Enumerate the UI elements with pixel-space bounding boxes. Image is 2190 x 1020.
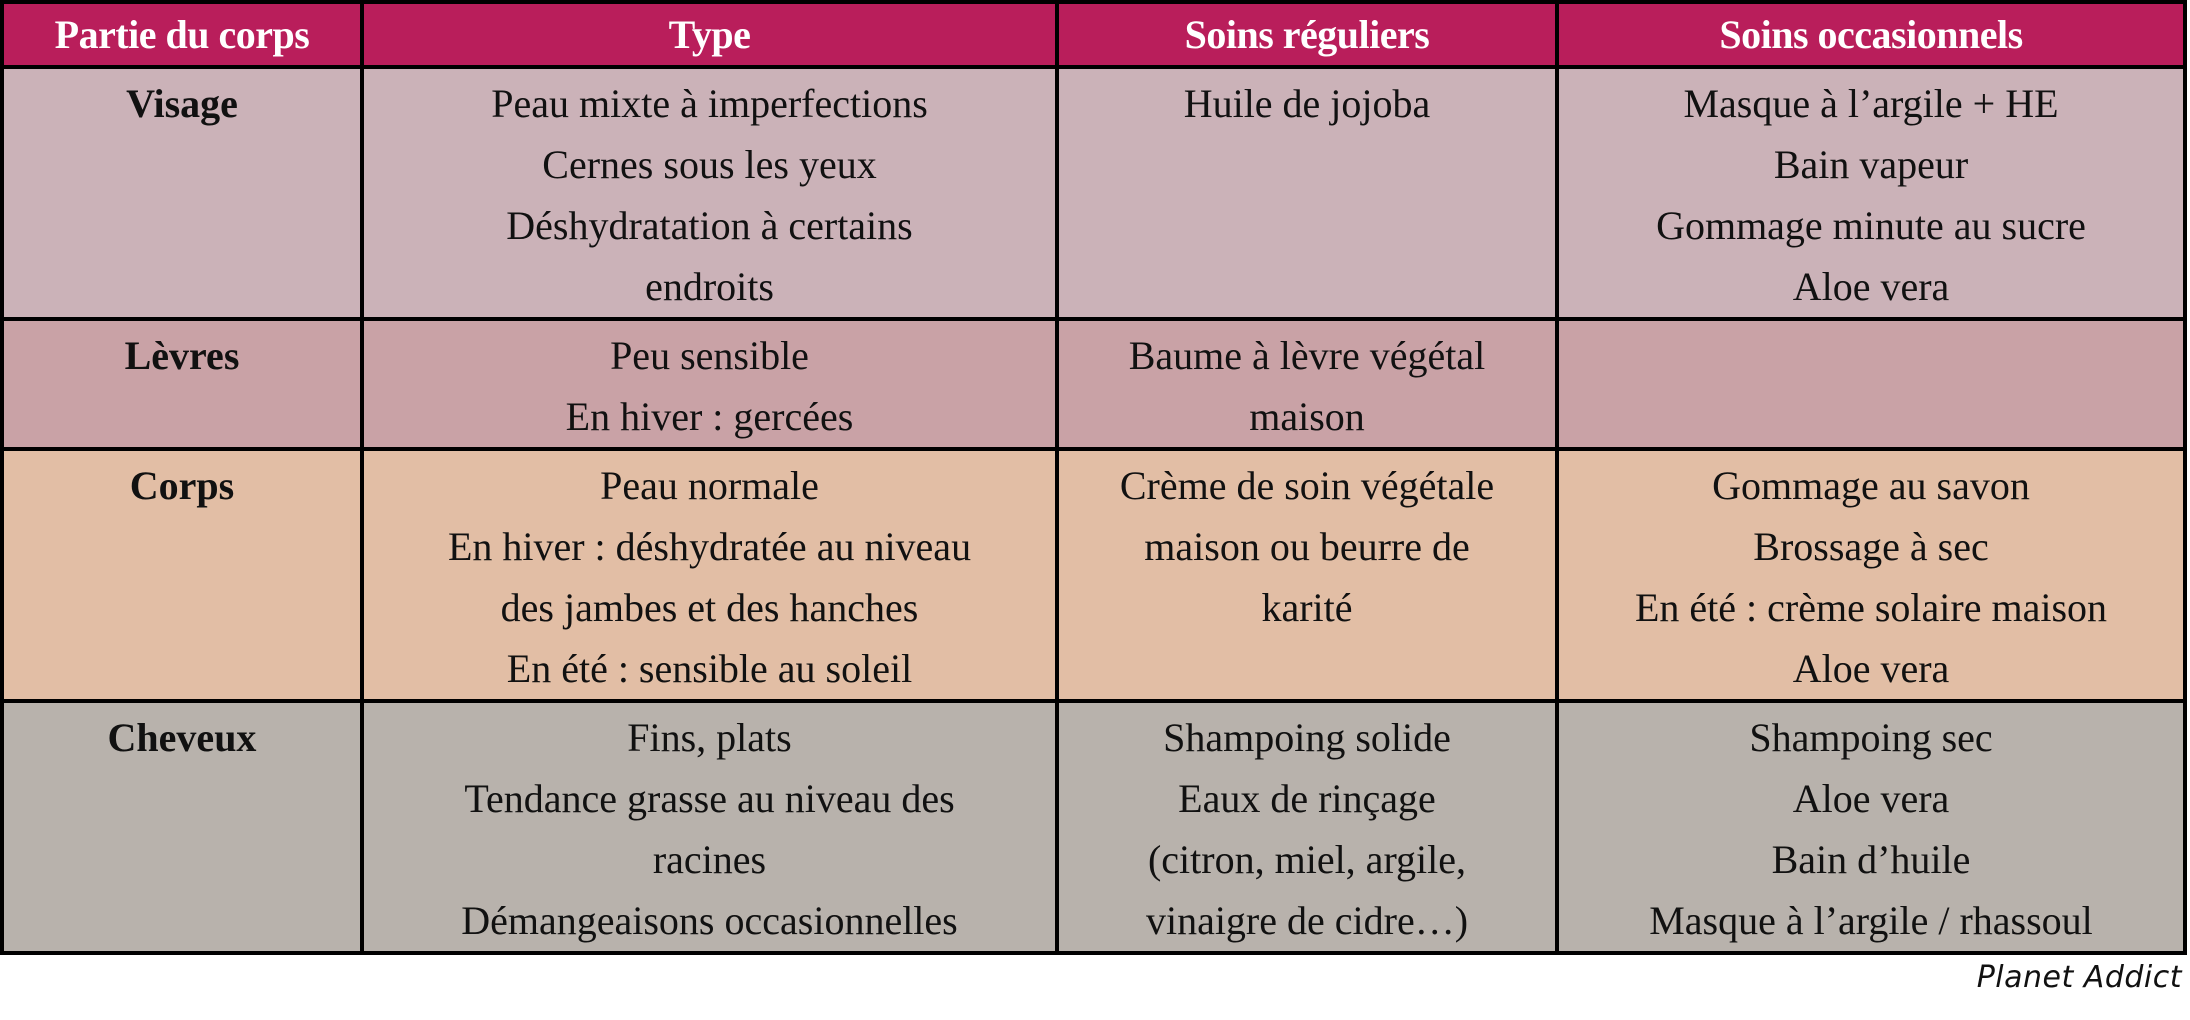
cell-line: En été : sensible au soleil (506, 646, 913, 691)
cell-line: Cernes sous les yeux (542, 142, 877, 187)
cell-line: Tendance grasse au niveau des (464, 776, 955, 821)
table-row (2, 701, 2185, 953)
cell-line: Peau mixte à imperfections (491, 81, 928, 126)
body-part-cell: Visage (2, 67, 362, 319)
cell-line: Eaux de rinçage (1178, 776, 1436, 821)
cell-line: Crème de soin végétale (1119, 463, 1495, 508)
header-regular-care: Soins réguliers (1057, 2, 1557, 67)
cell-line: maison ou beurre de (1144, 524, 1470, 569)
table-row (2, 319, 2185, 449)
cell-line: (citron, miel, argile, (1147, 837, 1467, 882)
cell-line: Peu sensible (610, 333, 809, 378)
cell-line: Aloe vera (1792, 646, 1950, 691)
cell-line: maison (1249, 394, 1365, 439)
occasional-care-cell (1557, 701, 2185, 953)
cell-line: En été : crème solaire maison (1634, 585, 2108, 630)
cell-line: karité (1261, 585, 1353, 630)
cell-line: Démangeaisons occasionnelles (461, 898, 958, 943)
header-occasional-care: Soins occasionnels (1557, 2, 2185, 67)
type-cell (362, 701, 1057, 953)
body-part-cell: Lèvres (2, 319, 362, 449)
regular-care-cell (1057, 319, 1557, 449)
regular-care-cell (1057, 701, 1557, 953)
type-cell (362, 319, 1057, 449)
cell-line: des jambes et des hanches (500, 585, 919, 630)
type-cell (362, 67, 1057, 319)
cell-line: Huile de jojoba (1183, 81, 1431, 126)
cell-line: Shampoing sec (1749, 715, 1993, 760)
cell-line: Masque à l’argile + HE (1683, 81, 2059, 126)
regular-care-cell (1057, 67, 1557, 319)
cell-line: vinaigre de cidre…) (1145, 898, 1469, 943)
cell-line: En hiver : déshydratée au niveau (447, 524, 972, 569)
cell-line: Gommage minute au sucre (1656, 203, 2086, 248)
body-part-cell: Cheveux (2, 701, 362, 953)
body-part-cell: Corps (2, 449, 362, 701)
cell-line: Gommage au savon (1712, 463, 2030, 508)
occasional-care-cell (1557, 449, 2185, 701)
cell-line: En hiver : gercées (565, 394, 854, 439)
header-row (2, 2, 2185, 67)
type-cell (362, 449, 1057, 701)
occasional-care-cell (1557, 319, 2185, 449)
cell-line: endroits (645, 264, 774, 309)
header-type: Type (362, 2, 1057, 67)
cell-line: Déshydratation à certains (506, 203, 913, 248)
occasional-care-cell (1557, 67, 2185, 319)
table-row (2, 67, 2185, 319)
regular-care-cell (1057, 449, 1557, 701)
cell-line: Aloe vera (1792, 264, 1950, 309)
cell-line: racines (652, 837, 767, 882)
cell-line: Aloe vera (1792, 776, 1950, 821)
cell-line: Peau normale (600, 463, 819, 508)
header-part: Partie du corps (2, 2, 362, 67)
cell-line: Fins, plats (627, 715, 792, 760)
cell-line: Baume à lèvre végétal (1128, 333, 1486, 378)
cell-line: Bain vapeur (1773, 142, 1969, 187)
cell-line: Brossage à sec (1753, 524, 1989, 569)
cell-line: Shampoing solide (1163, 715, 1451, 760)
cell-line: Masque à l’argile / rhassoul (1649, 898, 2093, 943)
cell-line: Bain d’huile (1771, 837, 1971, 882)
table-row (2, 449, 2185, 701)
watermark-planet-addict: Planet Addict (1976, 960, 2182, 995)
